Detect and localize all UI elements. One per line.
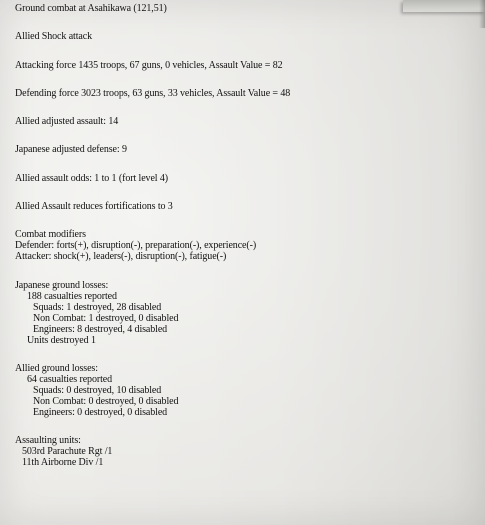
- allied-adjusted-assault: Allied adjusted assault: 14: [15, 116, 119, 128]
- attacking-force: Attacking force 1435 troops, 67 guns, 0 vehicles, Assault Value = 82: [15, 59, 283, 71]
- japanese-adjusted-defense: Japanese adjusted defense: 9: [15, 144, 127, 156]
- attacker-modifiers: Attacker: shock(+), leaders(-), disruption(-), fatigue(-): [15, 251, 227, 263]
- allied-squads: Squads: 0 destroyed, 10 disabled: [33, 384, 162, 396]
- report-title: Ground combat at Asahikawa (121,51): [15, 3, 167, 14]
- japanese-non-combat: Non Combat: 1 destroyed, 0 disabled: [33, 312, 179, 324]
- allied-losses-heading: Allied ground losses:: [15, 362, 98, 374]
- combat-modifiers-heading: Combat modifiers: [15, 229, 86, 241]
- assaulting-units-heading: Assaulting units:: [15, 435, 81, 447]
- allied-casualties: 64 casualties reported: [27, 373, 112, 385]
- allied-non-combat: Non Combat: 0 destroyed, 0 disabled: [33, 395, 179, 407]
- allied-engineers: Engineers: 0 destroyed, 0 disabled: [33, 406, 168, 418]
- japanese-engineers: Engineers: 8 destroyed, 4 disabled: [33, 323, 168, 335]
- window-edge-shadow: [479, 0, 485, 28]
- assaulting-unit: 503rd Parachute Rgt /1: [22, 446, 113, 458]
- attack-type: Allied Shock attack: [15, 31, 92, 43]
- japanese-casualties: 188 casualties reported: [27, 290, 117, 302]
- japanese-squads: Squads: 1 destroyed, 28 disabled: [33, 301, 162, 313]
- japanese-losses-heading: Japanese ground losses:: [15, 279, 109, 291]
- defending-force: Defending force 3023 troops, 63 guns, 33 vehicles, Assault Value = 48: [15, 87, 291, 99]
- japanese-units-destroyed: Units destroyed 1: [27, 334, 96, 346]
- window-corner-shadow: [403, 0, 485, 12]
- defender-modifiers: Defender: forts(+), disruption(-), preparation(-), experience(-): [15, 240, 257, 252]
- assault-odds: Allied assault odds: 1 to 1 (fort level 4): [15, 172, 168, 184]
- assaulting-unit: 11th Airborne Div /1: [22, 457, 104, 469]
- fort-reduction: Allied Assault reduces fortifications to 3: [15, 201, 173, 213]
